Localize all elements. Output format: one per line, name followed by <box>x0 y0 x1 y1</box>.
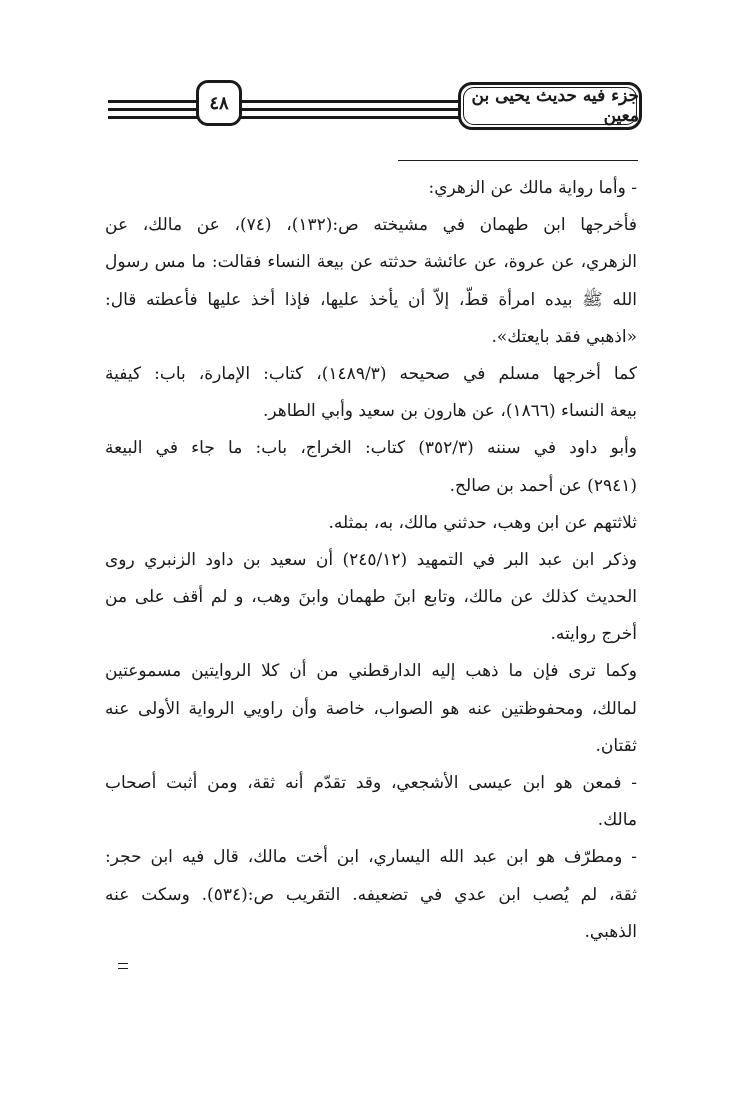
book-title: جزء فيه حديث يحيى بن معين <box>471 86 639 126</box>
text-line: «اذهبي فقد بايعتك». <box>491 326 637 347</box>
text-line: - فمعن هو ابن عيسى الأشجعي، وقد تقدّم أنه ثقة، ومن أثبت أصحاب <box>105 773 637 793</box>
text-line: ثقة، لم يُصب ابن عدي في تضعيفه. التقريب ص:(٥٣٤). وسكت عنه <box>105 884 637 905</box>
text-line: لمالك، ومحفوظتين عنه هو الصواب، خاصة وأن راويي الرواية الأولى عنه <box>105 698 637 719</box>
text-line: ثلاثتهم عن ابن وهب، حدثني مالك، به، بمثله. <box>328 512 637 533</box>
footnote-separator-mark <box>118 963 128 969</box>
text-line: بيعة النساء (١٨٦٦)، عن هارون بن سعيد وأبي الطاهر. <box>263 401 637 422</box>
page-header <box>0 0 752 150</box>
text-top-separator <box>398 160 638 161</box>
text-line: الذهبي. <box>584 921 637 942</box>
header-rule-bottom <box>108 116 460 119</box>
text-line: وكما ترى فإن ما ذهب إليه الدارقطني من أن كلا الروايتين مسموعتين <box>105 661 637 682</box>
text-line: الزهري، عن عروة، عن عائشة حدثته عن بيعة النساء فقالت: ما مس رسول <box>105 252 637 273</box>
page-number-box <box>196 80 242 126</box>
text-line: - وأما رواية مالك عن الزهري: <box>428 178 637 198</box>
page-number: ٤٨ <box>209 92 229 114</box>
text-line: مالك. <box>597 810 637 831</box>
text-line: وذكر ابن عبد البر في التمهيد (٢٤٥/١٢) أن سعيد بن داود الزنبري روى <box>105 549 637 570</box>
page-body <box>105 170 637 951</box>
text-line: فأخرجها ابن طهمان في مشيخته ص:(١٣٢)، (٧٤)، عن مالك، عن <box>105 215 637 236</box>
text-line: - ومطرّف هو ابن عبد الله اليساري، ابن أخت مالك، قال فيه ابن حجر: <box>105 847 637 868</box>
text-line: وأبو داود في سننه (٣٥٢/٣) كتاب: الخراج، باب: ما جاء في البيعة <box>105 438 637 459</box>
text-line: كما أخرجها مسلم في صحيحه (١٤٨٩/٣)، كتاب: الإمارة، باب: كيفية <box>105 363 637 384</box>
header-rule-middle <box>108 108 460 111</box>
text-line: أخرج روايته. <box>550 624 637 645</box>
header-rule-top <box>108 100 460 103</box>
book-title-box <box>458 82 642 130</box>
text-line: (٢٩٤١) عن أحمد بن صالح. <box>449 475 637 496</box>
text-line: الله ﷺ بيده امرأة قطّ، إلاّ أن يأخذ عليها، فإذا أخذ عليها فأعطته قال: <box>105 289 637 310</box>
text-line: الحديث كذلك عن مالك، وتابع ابنَ طهمان وابنَ وهب، و لم أقف على من <box>105 587 637 608</box>
text-line: ثقتان. <box>595 735 637 756</box>
